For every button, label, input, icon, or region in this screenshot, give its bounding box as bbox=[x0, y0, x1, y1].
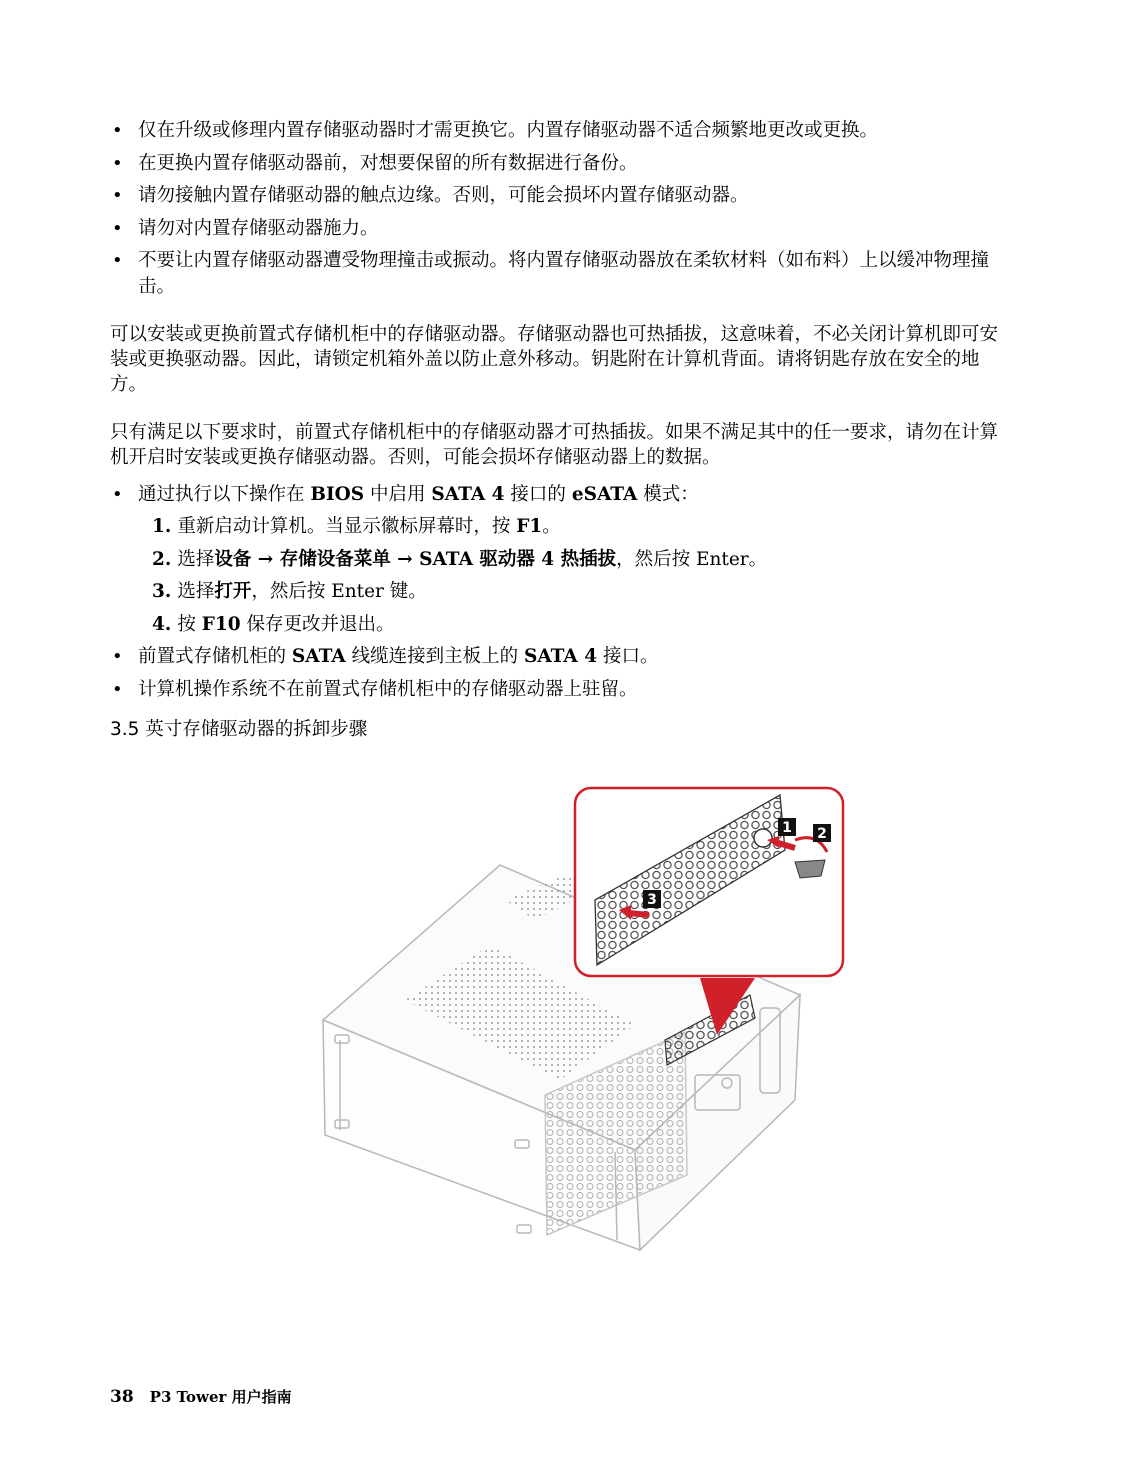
list-item: • 前置式存储机柜的 SATA 线缆连接到主板上的 SATA 4 接口。 bbox=[110, 644, 1010, 670]
detail-callout bbox=[575, 788, 843, 976]
section-heading: 3.5 英寸存储驱动器的拆卸步骤 bbox=[110, 719, 368, 740]
list-item: • 在更换内置存储驱动器前，对想要保留的所有数据进行备份。 bbox=[110, 151, 1010, 177]
step-item: 4. 按 F10 保存更改并退出。 bbox=[152, 613, 395, 635]
requirements-paragraph: 只有满足以下要求时，前置式存储机柜中的存储驱动器才可热插拔。如果不满足其中的任一要求，请勿在计算机开启时安装或更换存储驱动器。否则，可能会损坏存储驱动器上的数据。 bbox=[110, 422, 999, 468]
list-item: • 不要让内置存储驱动器遭受物理撞击或振动。将内置存储驱动器放在柔软材料（如布料）上以缓冲物理撞击。 bbox=[110, 248, 1010, 300]
step-item: 3. 选择打开，然后按 Enter 键。 bbox=[152, 581, 427, 602]
list-item: • 通过执行以下操作在 BIOS 中启用 SATA 4 接口的 eSATA 模式： 1. 重新启动计算机。当显示徽标屏幕时，按 F1。 2. 选择设备 → 存储设备菜单 → SATA 驱动器 4 热插拔，然后按 Enter。 3. 选择打开，然后按 Enter 键。 4. 按 F10 保存更改并退出。 bbox=[110, 482, 1010, 638]
list-item: • 计算机操作系统不在前置式存储机柜中的存储驱动器上驻留。 bbox=[110, 677, 1010, 703]
page-footer bbox=[110, 1386, 292, 1407]
bios-steps bbox=[138, 514, 1010, 638]
page-number: 38 bbox=[110, 1387, 134, 1407]
drive-removal-illustration bbox=[255, 750, 855, 1290]
list-item: • 请勿对内置存储驱动器施力。 bbox=[110, 216, 1010, 242]
step-item: 2. 选择设备 → 存储设备菜单 → SATA 驱动器 4 热插拔，然后按 Enter。 bbox=[152, 548, 768, 570]
callout-3: 3 bbox=[647, 892, 657, 908]
list-item: • 请勿接触内置存储驱动器的触点边缘。否则，可能会损坏内置存储驱动器。 bbox=[110, 183, 1010, 209]
step-item: 1. 重新启动计算机。当显示徽标屏幕时，按 F1。 bbox=[152, 516, 561, 537]
document-title: P3 Tower 用户指南 bbox=[149, 1388, 292, 1406]
callout-2: 2 bbox=[817, 826, 827, 842]
requirements-list bbox=[110, 482, 1010, 709]
precaution-list bbox=[110, 118, 1010, 307]
list-item: • 仅在升级或修理内置存储驱动器时才需更换它。内置存储驱动器不适合频繁地更改或更换。 bbox=[110, 118, 1010, 144]
hot-swap-paragraph: 可以安装或更换前置式存储机柜中的存储驱动器。存储驱动器也可热插拔，这意味着，不必关闭计算机即可安装或更换驱动器。因此，请锁定机箱外盖以防止意外移动。钥匙附在计算机背面。请将钥匙存放在安全的地方。 bbox=[110, 324, 999, 395]
callout-1: 1 bbox=[782, 820, 792, 836]
